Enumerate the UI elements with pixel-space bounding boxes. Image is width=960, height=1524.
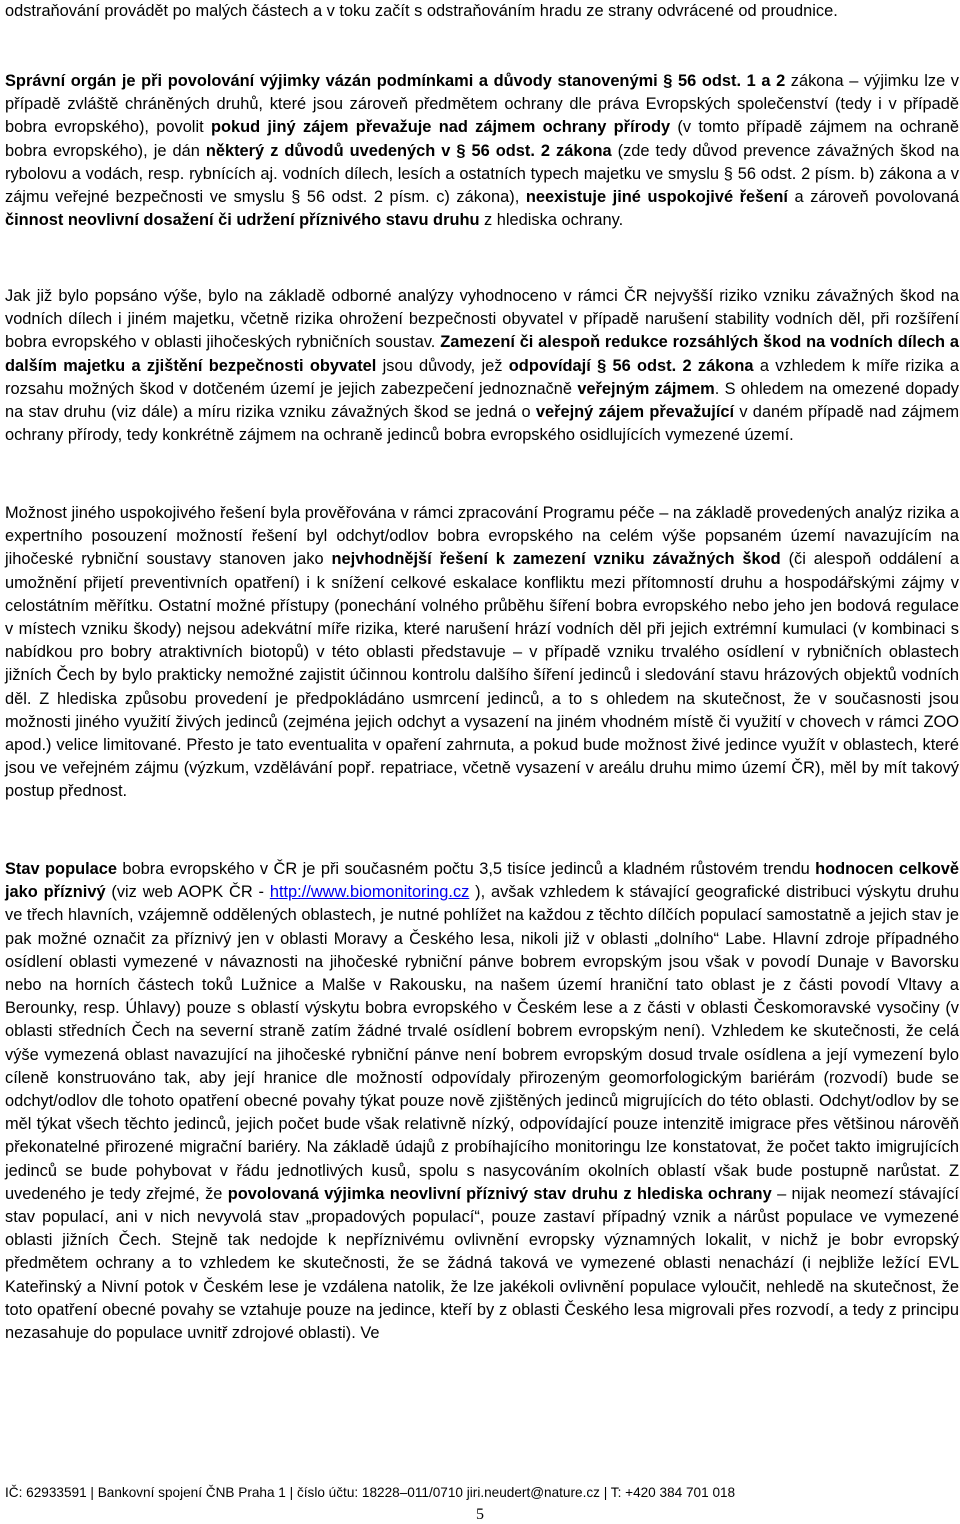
text-run: bobra evropského v ČR je při současném počtu 3,5 tisíce jedinců a kladném růstovém trendu bbox=[117, 860, 816, 878]
bold-run: povolovaná výjimka neovlivní příznivý stav druhu z hlediska ochrany bbox=[227, 1184, 772, 1203]
bold-run: neexistuje jiné uspokojivé řešení bbox=[525, 188, 788, 207]
text-run: Možnost jiného uspokojivého řešení byla prověřována v rámci zpracování Programu péče – na základě provedených analýz rizika a expertního posouzení možností řešení byl odchyt/odlov bobra evropského na celém výše popsaném území navazujícím na jihočeské rybniční soustavy stanoven jako bbox=[5, 504, 959, 569]
paragraph-public-interest bbox=[5, 285, 959, 447]
text-run: (viz web AOPK ČR - bbox=[105, 883, 270, 902]
text-run: (v tomto případě zájmem na ochraně bobra evropského), je dán bbox=[5, 118, 959, 160]
paragraph-continuation bbox=[5, 0, 959, 23]
text-run: a vzhledem k míře rizika a rozsahu možných škod v dotčeném území je jejich zabezpečení jednoznačně bbox=[5, 356, 959, 398]
text-run: (zde tedy důvod prevence závažných škod na rybolovu a vodách, resp. rybnících aj. vodních dílech, lesích a ostatních typech majetku ve smyslu § 56 odst. 2 písm. b) zákona a v zájmu veřejné bezpečnosti ve smyslu § 56 odst. 2 písm. c) zákona), bbox=[5, 141, 960, 207]
text-run: ), avšak vzhledem k stávající geografické distribuci výskytu druhu ve třech hlavních, vzájemně oddělených oblastech, je nutné pohlížet na každou z těchto dílčích populací samostatně a jejich stav je pak možné označit za příznivý jen v oblasti Moravy a Českého lesa, nikoli již v oblasti „dolního“ Labe. Hlavní zdroje případného osídlení oblasti vymezené v návaznosti na jihočeské rybniční pánve bobrem evropským jsou však v povodí Dunaje v Bavorsku nebo na horních částech toků Lužnice a Malše v Rakousku, na našem území hraniční tato oblast je z části povodí Vltavy a Berounky, resp. Úhlavy) pouze s oblastí výskytu bobra evropského v Českém lese a z části v oblasti Českomoravské vysočiny (v oblasti středních Čech na severní straně zatím žádné trvalé osídlení bobrem evropským není). Vzhledem ke skutečnosti, že celá výše vymezená oblast navazující na jihočeské rybniční pánve není bobrem evropským dosud trvale osídlena a její vymezení bylo cíleně konstruováno tak, aby její hranice dle možností odpovídaly přirozeným geomorfologickým bariérám (rozvodí) bude se odchyt/odlov dle tohoto opatření obecné povahy týkat pouze nově zjištěných jedinců migrujících do této oblasti. Odchyt/odlov by se měl týkat všech těchto jedinců, jejich počet bude však relativně nízký, odpovídající pouze intenzitě imigrace přes většinou nárověň překonatelné přirozené migrační bariéry. Na základě údajů z probíhajícího monitoringu lze konstatovat, že počet takto imigrujících jedinců se bude pohybovat v řádu jednotlivých kusů, spolu s nasycováním okolních oblastí však bude postupně narůstat. Z uvedeného je tedy zřejmé, že bbox=[5, 883, 960, 1203]
text-run: . S ohledem na omezené dopady na stav druhu (viz dále) a míru rizika vzniku závažných škod se jedná o bbox=[5, 379, 959, 422]
bold-run: činnost neovlivní dosažení či udržení příznivého stavu druhu bbox=[5, 211, 480, 230]
text-run: zákona – výjimku lze v případě zvláště chráněných druhů, které jsou zároveň předmětem ochrany dle práva Evropských společenství (tedy i v případě bobra evropského), povolit bbox=[5, 72, 959, 137]
text-run: Jak již bylo popsáno výše, bylo na základě odborné analýzy vyhodnoceno v rámci ČR nejvyšší riziko vzniku závažných škod na vodních dílech i jiném majetku, včetně rizika ohrožení bezpečnosti obyvatel v případě narušení stability vodních děl, při rozšíření bobra evropského v oblasti jihočeských rybničních soustav. bbox=[5, 287, 959, 352]
bold-run: pokud jiný zájem převažuje nad zájmem ochrany přírody bbox=[210, 118, 671, 137]
text-run: (či alespoň oddálení a umožnění přijetí preventivních opatření) i k snížení celkové eskalace konfliktu mezi přítomností druhu a hospodářskými zájmy v celostátním měřítku. Ostatní možné přístupy (ponechání volného průběhu šíření bobra evropského nebo jeho jen bodová regulace v místech vzniku škody) nejsou adekvátní míře rizika, které narušení hrází vodních děl při jejich extrémní kumulaci (v kombinaci s nabídkou pro bobry atraktivních biotopů) v této oblasti představuje – v případě vzniku trvalého osídlení v rybničních oblastech jižních Čech by bylo prakticky nemožné zajistit účinnou kontrolu dalšího šíření jedinců i sledování stavu hrázových objektů vodních děl. Z hlediska způsobu provedení je předpokládáno usmrcení jedinců, a to s ohledem na skutečnost, že v současnosti jsou možnosti jiného využití živých jedinců (zejména jejich odchyt a vysazení na jiném vhodném místě či využití v chovech v rámci ZOO apod.) velice limitované. Přesto je tato eventualita v opaření zahrnuta, a pokud bude možnost živé jedince využít v oblastech, které jsou ve veřejném zájmu (výzkum, vzdělávání popř. repatriace, včetně vysazení v areálu druhu mimo území ČR), měl by mít takový postup přednost. bbox=[5, 550, 960, 801]
bold-run: veřejný zájem převažující bbox=[535, 403, 735, 422]
page-number: 5 bbox=[476, 1506, 484, 1523]
bold-run: některý z důvodů uvedených v § 56 odst. 2 zákona bbox=[205, 141, 612, 160]
bold-run: hodnocen celkově jako příznivý bbox=[5, 860, 959, 902]
bold-run: odpovídají § 56 odst. 2 zákona bbox=[508, 356, 754, 375]
text-run: v daném případě nad zájmem ochrany přírody, tedy konkrétně zájmem na ochraně jedinců bobra evropského osidlujících vymezené území. bbox=[5, 403, 959, 445]
bold-run: Stav populace bbox=[5, 860, 117, 878]
page-footer: IČ: 62933591 | Bankovní spojení ČNB Praha 1 | číslo účtu: 18228–011/0710 jiri.neudert@nature.cz | T: +420 384 701 018 bbox=[5, 1485, 736, 1500]
paragraph-alternative-solutions bbox=[5, 502, 959, 804]
text-run: z hlediska ochrany. bbox=[479, 211, 624, 230]
bold-run: Správní orgán je při povolování výjimky vázán podmínkami a důvody stanovenými § 56 odst. 1 a 2 bbox=[5, 72, 786, 90]
text-run: jsou důvody, jež bbox=[376, 356, 509, 375]
biomonitoring-link[interactable]: http://www.biomonitoring.cz bbox=[269, 883, 470, 902]
text-run: a zároveň povolovaná bbox=[787, 188, 959, 207]
paragraph-legal-conditions bbox=[5, 70, 959, 232]
bold-run: veřejným zájmem bbox=[577, 379, 715, 398]
text-run: – nijak neomezí stávající stav populací, ani v nich nevyvolá stav „propadových populací“, pouze zastaví případný vznik a nárůst populace ve vymezené oblasti jižních Čech. Stejně tak nedojde k nepříznivému ovlivnění evropsky významných lokalit, v nichž je bobr evropský předmětem ochrany a to vzhledem ke skutečnosti, že se žádná taková ve vymezené oblasti nenachází (i nejbliže ležící EVL Kateřinský a Nivní potok v Českém lese je vzdálena natolik, že lze jakékoli ovlivnění populace vyloučit, nehledě na skutečnost, že toto opatření obecné povahy se vztahuje pouze na jedince, kteří by z oblasti Českého lesa migrovali přes rozvodí, a tedy z principu nezasahuje do populace uvnitř zdrojové oblasti). Ve bbox=[5, 1184, 959, 1343]
bold-run: Zamezení či alespoň redukce rozsáhlých škod na vodních dílech a dalším majetku a zjištění bezpečnosti obyvatel bbox=[5, 333, 959, 375]
paragraph-population-status bbox=[5, 858, 959, 1345]
text-run: odstraňování provádět po malých částech a v toku začít s odstraňováním hradu ze strany odvrácené od proudnice. bbox=[5, 2, 838, 20]
bold-run: nejvhodnější řešení k zamezení vzniku závažných škod bbox=[331, 550, 781, 569]
